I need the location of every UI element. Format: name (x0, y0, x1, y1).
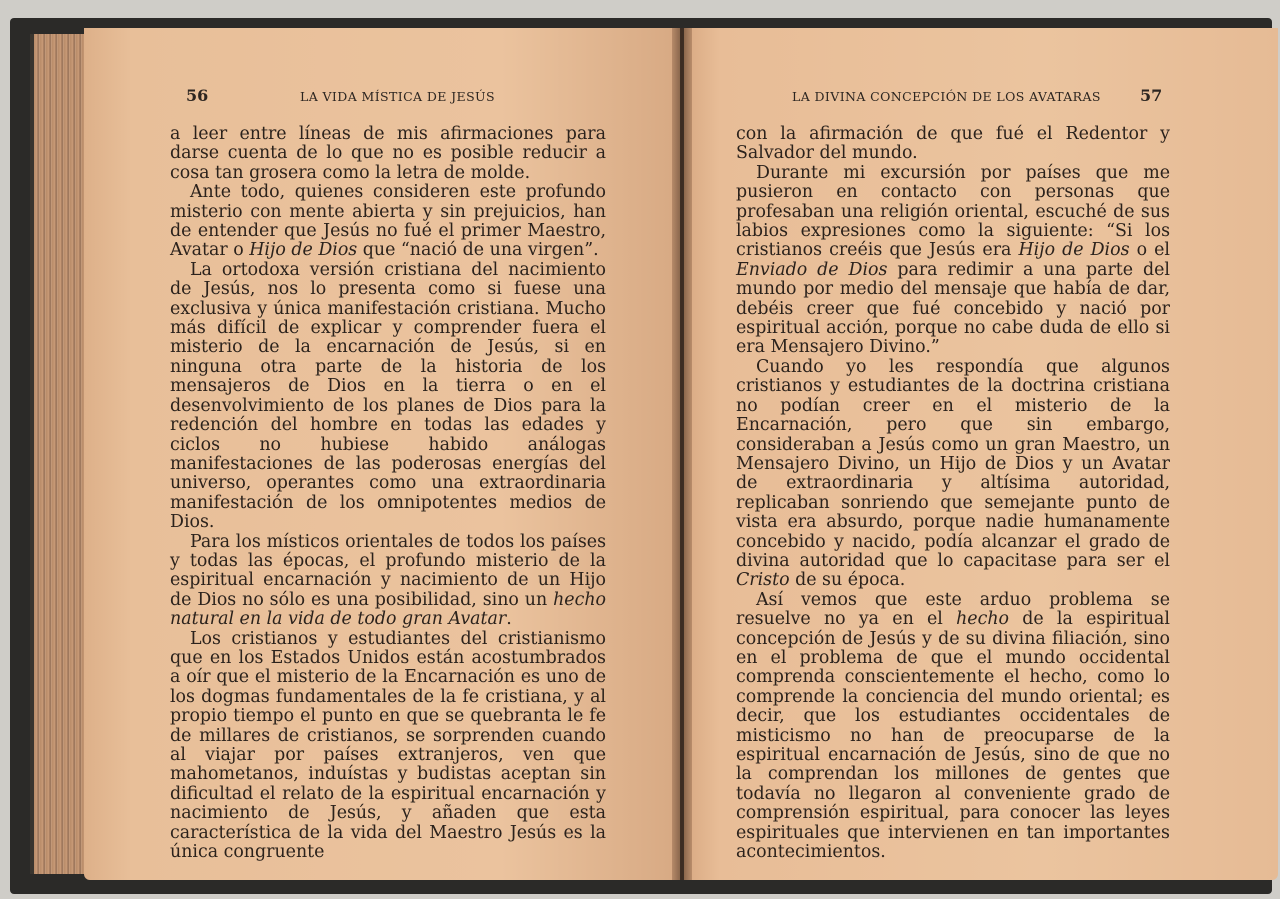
text-run: de su época. (789, 570, 906, 591)
paragraph (170, 533, 606, 630)
italic-phrase: Hijo de Dios (1018, 240, 1130, 261)
text-run: o el (1129, 240, 1170, 261)
paragraph (736, 591, 1170, 863)
text-run: de la espiritual concepción de Jesús y de su divina filiación, sino en el problema de que el mundo occidental comprenda conscientemente el hecho, como lo comprende la conciencia del mundo oriental; es decir, que los estudiantes occidentales de misticismo no han de preocuparse de la espiritual encarnación de Jesús, sino de que no la comprendan los millones de gentes que todavía no llegaron al conveniente grado de comprensión espiritual, para conocer las leyes espirituales que intervienen en tan importantes acontecimientos. (736, 609, 1170, 863)
paragraph: La ortodoxa versión cristiana del nacimiento de Jesús, nos lo presenta como si fuese una exclusiva y única manifestación cristiana. Mucho más difícil de explicar y comprender fuera el misterio de la encarnación de Jesús, si en ninguna otra parte de la historia de los mensajeros de Dios en la tierra o en el desenvolvimiento de los planes de Dios para la redención del hombre en todas las edades y ciclos no hubiese habido análogas manifestaciones de las poderosas energías del universo, operantes como una extraordinaria manifestación de los omnipotentes medios de Dios. (170, 259, 606, 533)
italic-phrase: Cristo (736, 570, 790, 591)
right-page-body (736, 125, 1170, 862)
page-edges (30, 34, 90, 874)
italic-phrase: Hijo de Dios (249, 240, 358, 261)
text-run: que “nació de una virgen”. (357, 240, 599, 261)
paragraph: con la afirmación de que fué el Redentor y Salvador del mundo. (736, 124, 1170, 164)
left-page-number: 56 (186, 86, 209, 105)
right-page-number: 57 (1140, 86, 1163, 105)
paragraph (736, 164, 1170, 358)
italic-phrase: Enviado de Dios (736, 259, 888, 280)
book-gutter (672, 28, 692, 880)
right-running-header: LA DIVINA CONCEPCIÓN DE LOS AVATARAS (792, 89, 1101, 104)
text-run: Ante todo, quienes consideren este profundo misterio con mente abierta y sin prejuicios, han de entender que Jesús no fué el primer Maestro, Avatar o (170, 182, 606, 261)
text-run: . (506, 609, 512, 630)
italic-phrase: hecho natural en la vida de todo gran Avatar (170, 589, 606, 630)
paragraph (170, 183, 606, 261)
left-page-body (170, 125, 606, 862)
paragraph: Los cristianos y estudiantes del cristianismo que en los Estados Unidos están acostumbrados a oír que el misterio de la Encarnación es uno de los dogmas fundamentales de la fe cristiana, y al propio tiempo el punto en que se quebranta le fe de millares de cristianos, se sorprenden cuando al viajar por países extranjeros, ven que mahometanos, induístas y budistas aceptan sin dificultad el relato de la espiritual encarnación y nacimiento de Jesús, y añaden que esta característica de la vida del Maestro Jesús es la única congruente (170, 628, 606, 863)
text-run: Cuando yo les respondía que algunos cristianos y estudiantes de la doctrina cristiana no podían creer en el misterio de la Encarnación, pero que sin embargo, consideraban a Jesús como un gran Maestro, un Mensajero Divino, un Hijo de Dios y un Avatar de extraordinaria y altísima autoridad, replicaban sonriendo que semejante punto de vista era absurdo, porque nadie humanamente concebido y nacido, podía alcanzar el grado de divina autoridad que lo capacitase para ser el (736, 356, 1170, 571)
italic-phrase: hecho (956, 609, 1010, 630)
text-run: Así vemos que este arduo problema se resuelve no ya en el (736, 589, 1170, 630)
paragraph (736, 358, 1170, 591)
text-run: para redimir a una parte del mundo por medio del mensaje que había de dar, debéis creer que fué concebido y nació por espiritual acción, porque no cabe duda de ello si era Mensajero Divino.” (736, 259, 1170, 358)
text-run: Durante mi excursión por países que me pusieron en contacto con personas que profesaban una religión oriental, escuché de sus labios expresiones como la siguiente: “Si los cristianos creéis que Jesús era (736, 162, 1170, 261)
text-run: Para los místicos orientales de todos los países y todas las épocas, el profundo misterio de la espiritual encarnación y nacimiento de un Hijo de Dios no sólo es una posibilidad, sino un (170, 531, 606, 610)
paragraph: a leer entre líneas de mis afirmaciones para darse cuenta de lo que no es posible reducir a cosa tan grosera como la letra de molde. (170, 124, 606, 183)
left-running-header: LA VIDA MÍSTICA DE JESÚS (300, 89, 495, 104)
